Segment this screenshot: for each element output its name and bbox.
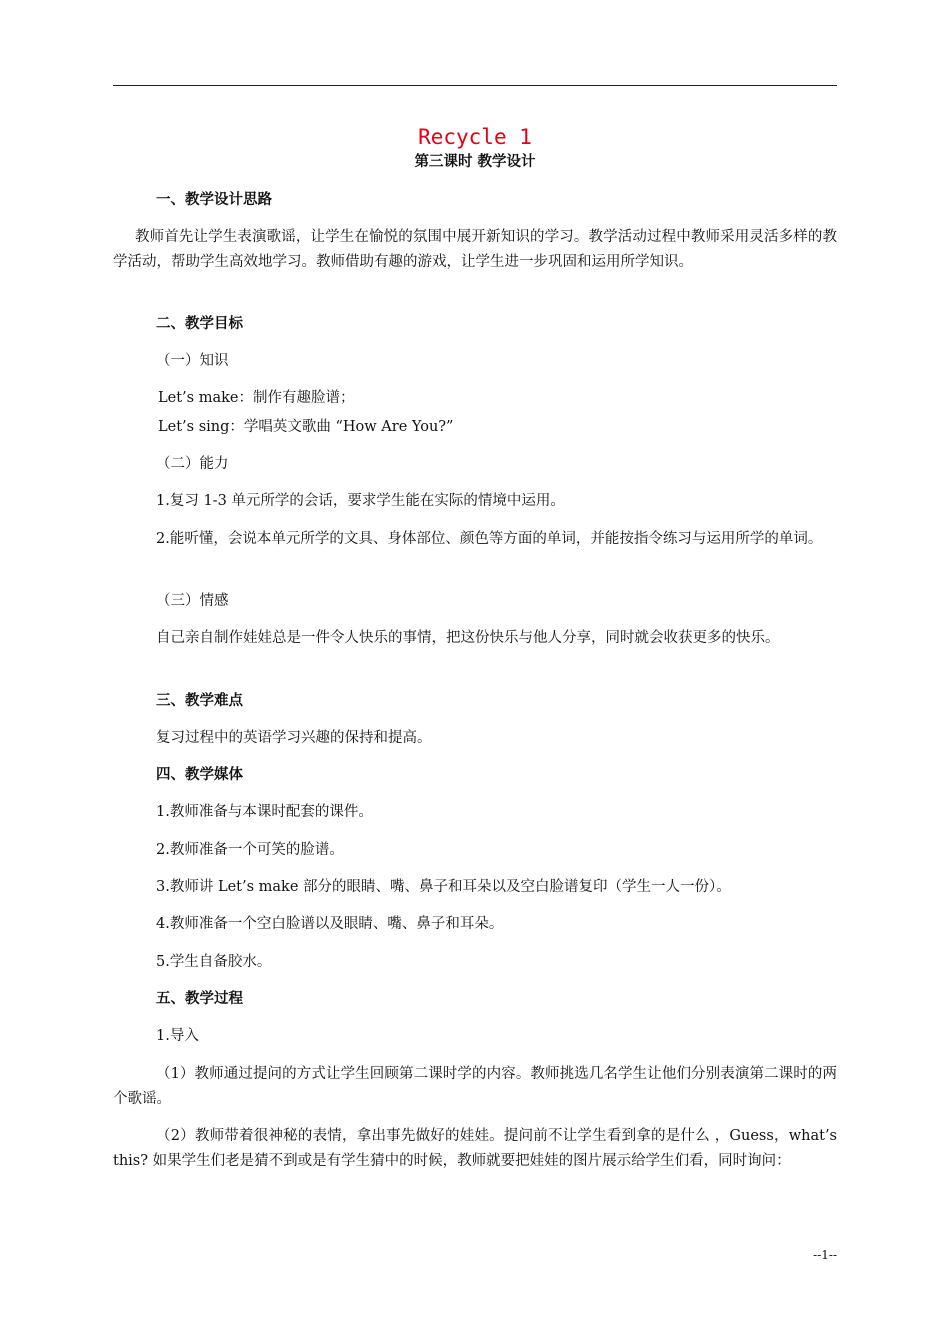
process-paragraph-2: （2）教师带着很神秘的表情，拿出事先做好的娃娃。提问前不让学生看到拿的是什么 ，Guess，what’s this? 如果学生们老是猜不到或是有学生猜中的时候，教师就要把娃娃的图片展示给学生们看，同时询问： [113, 1128, 837, 1169]
section-heading-design-idea: 一、教学设计思路 [156, 192, 272, 208]
process-paragraph-1: （1）教师通过提问的方式让学生回顾第二课时学的内容。教师挑选几名学生让他们分别表演第二课时的两个歌谣。 [113, 1066, 837, 1107]
media-item-1: 1.教师准备与本课时配套的课件。 [156, 804, 373, 820]
section-heading-media: 四、教学媒体 [156, 767, 243, 783]
knowledge-line-sing: Let’s sing：学唱英文歌曲 “How Are You?” [158, 419, 454, 435]
knowledge-line-make: Let’s make：制作有趣脸谱； [158, 390, 355, 406]
process-step-intro: 1.导入 [156, 1028, 199, 1044]
header-rule [113, 85, 837, 86]
media-item-3: 3.教师讲 Let’s make 部分的眼睛、嘴、鼻子和耳朵以及空白脸谱复印（学生一人一份）。 [156, 879, 731, 895]
media-item-2: 2.教师准备一个可笑的脸谱。 [156, 842, 344, 858]
design-idea-paragraph: 教师首先让学生表演歌谣，让学生在愉悦的氛围中展开新知识的学习。教学活动过程中教师采用灵活多样的教学活动，帮助学生高效地学习。教师借助有趣的游戏，让学生进一步巩固和运用所学知识。 [113, 229, 837, 270]
emotion-paragraph: 自己亲自制作娃娃总是一件令人快乐的事情，把这份快乐与他人分享，同时就会收获更多的快乐。 [156, 630, 780, 646]
emotion-subheading: （三）情感 [156, 593, 229, 609]
page-number: --1-- [813, 1248, 837, 1262]
ability-item-1: 1.复习 1-3 单元所学的会话，要求学生能在实际的情境中运用。 [156, 493, 565, 509]
difficulty-text: 复习过程中的英语学习兴趣的保持和提高。 [156, 730, 432, 746]
ability-subheading: （二）能力 [156, 456, 229, 472]
media-item-4: 4.教师准备一个空白脸谱以及眼睛、嘴、鼻子和耳朵。 [156, 916, 504, 932]
media-item-5: 5.学生自备胶水。 [156, 954, 272, 970]
section-heading-difficulty: 三、教学难点 [156, 693, 243, 709]
ability-item-2: 2.能听懂，会说本单元所学的文具、身体部位、颜色等方面的单词，并能按指令练习与运用所学的单词。 [156, 531, 823, 547]
knowledge-subheading: （一）知识 [156, 353, 229, 369]
document-subtitle: 第三课时 教学设计 [414, 154, 536, 170]
section-heading-process: 五、教学过程 [156, 991, 243, 1007]
section-heading-objectives: 二、教学目标 [156, 316, 243, 332]
document-title: Recycle 1 [418, 125, 532, 149]
